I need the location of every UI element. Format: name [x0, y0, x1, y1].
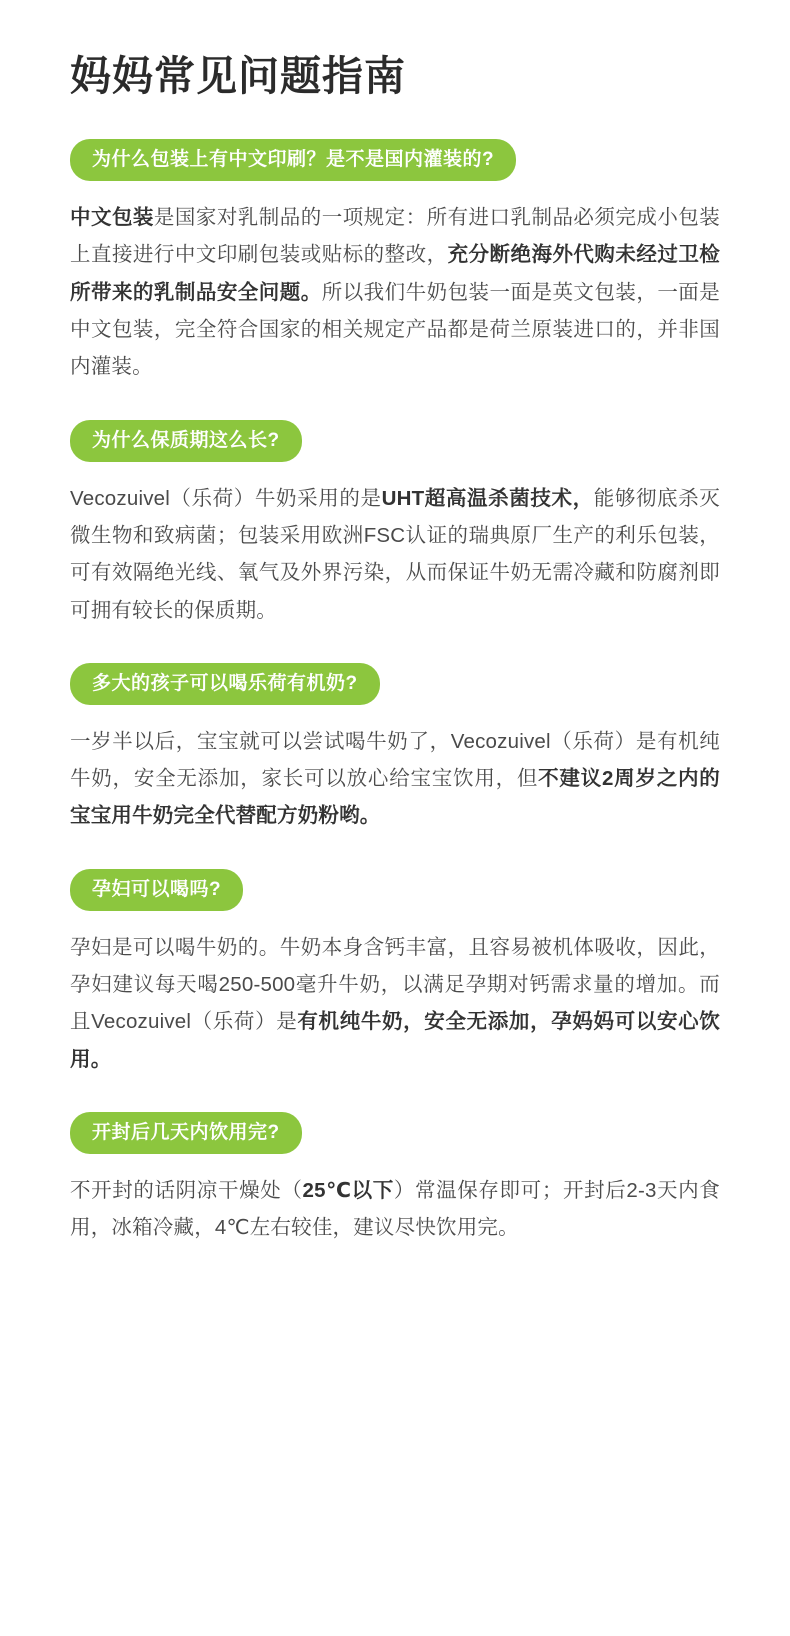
faq-question-pill: 为什么保质期这么长? [70, 420, 302, 462]
faq-question-pill: 为什么包装上有中文印刷？是不是国内灌装的? [70, 139, 516, 181]
faq-item [70, 420, 720, 629]
faq-list [70, 139, 720, 1246]
faq-question-pill: 多大的孩子可以喝乐荷有机奶? [70, 663, 380, 705]
faq-answer: 中文包装是国家对乳制品的一项规定：所有进口乳制品必须完成小包装上直接进行中文印刷包装或贴标的整改，充分断绝海外代购未经过卫检所带来的乳制品安全问题。所以我们牛奶包装一面是英文包装，一面是中文包装，完全符合国家的相关规定产品都是荷兰原装进口的，并非国内灌装。 [70, 206, 720, 379]
faq-answer: 孕妇是可以喝牛奶的。牛奶本身含钙丰富，且容易被机体吸收，因此，孕妇建议每天喝250-500毫升牛奶，以满足孕期对钙需求量的增加。而且Vecozuivel（乐荷）是有机纯牛奶，安全无添加，孕妈妈可以安心饮用。 [70, 935, 720, 1071]
faq-item [70, 869, 720, 1078]
faq-item [70, 139, 720, 385]
faq-item [70, 663, 720, 835]
faq-item [70, 1112, 720, 1247]
faq-answer: Vecozuivel（乐荷）牛奶采用的是UHT超高温杀菌技术，能够彻底杀灭微生物和致病菌；包装采用欧洲FSC认证的瑞典原厂生产的利乐包装，可有效隔绝光线、氧气及外界污染，从而保证牛奶无需冷藏和防腐剂即可拥有较长的保质期。 [70, 486, 720, 622]
faq-question-pill: 开封后几天内饮用完? [70, 1112, 302, 1154]
faq-question-pill: 孕妇可以喝吗? [70, 869, 243, 911]
faq-answer: 一岁半以后，宝宝就可以尝试喝牛奶了，Vecozuivel（乐荷）是有机纯牛奶，安全无添加，家长可以放心给宝宝饮用，但不建议2周岁之内的宝宝用牛奶完全代替配方奶粉哟。 [70, 729, 720, 828]
page-title: 妈妈常见问题指南 [70, 53, 406, 99]
faq-answer: 不开封的话阴凉干燥处（25℃以下）常温保存即可；开封后2-3天内食用，冰箱冷藏，4℃左右较佳，建议尽快饮用完。 [70, 1178, 720, 1240]
